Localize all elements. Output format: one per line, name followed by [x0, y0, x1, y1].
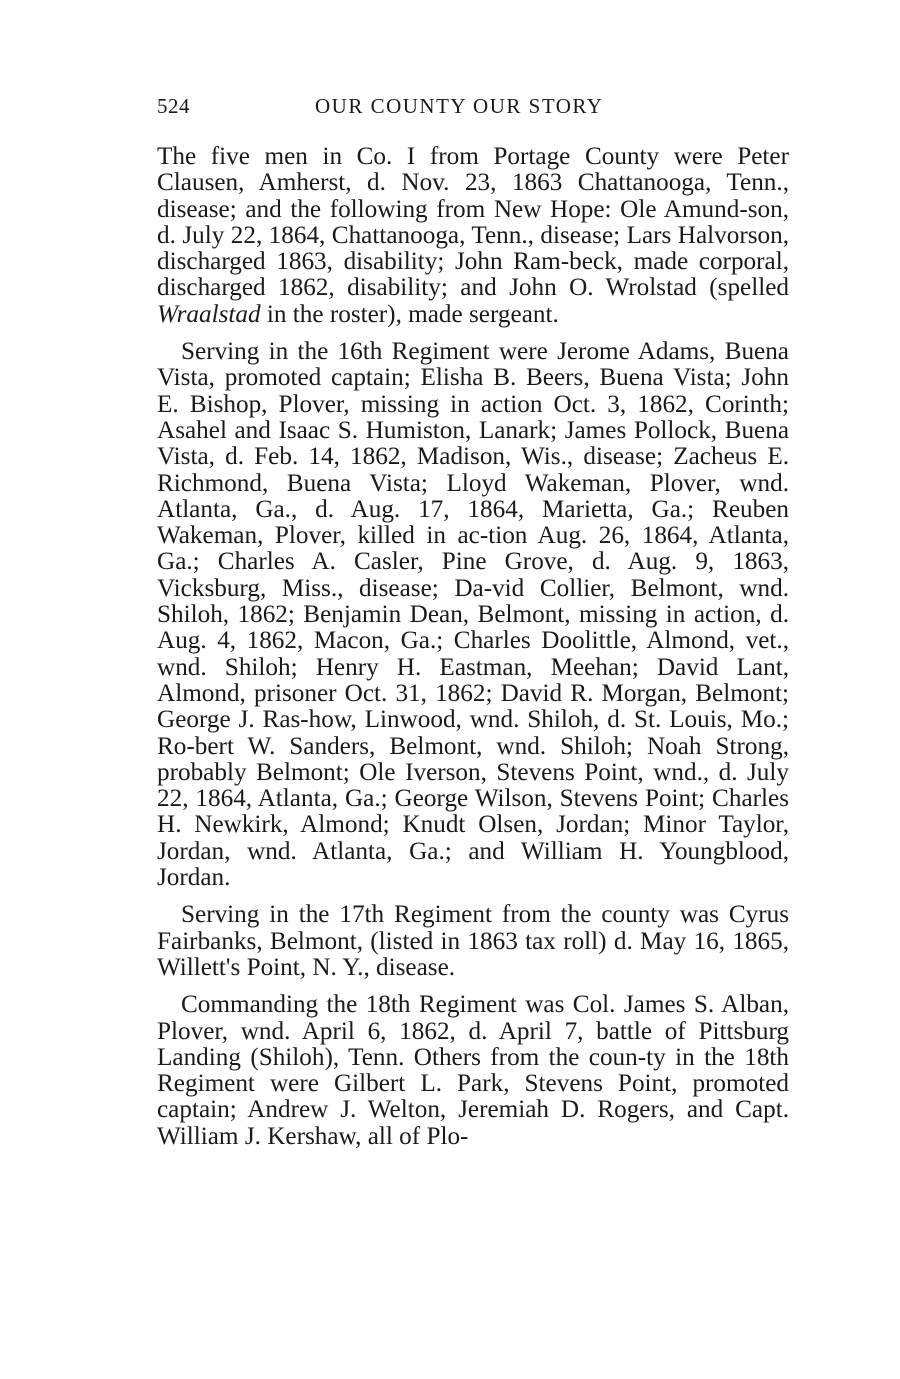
- body-text: [157, 144, 789, 1150]
- running-head: [157, 90, 789, 124]
- paragraph-17th-regiment: Serving in the 17th Regiment from the county was Cyrus Fairbanks, Belmont, (listed in 1863 tax roll) d. May 16, 1865, Willett's Point, N. Y., disease.: [157, 901, 789, 981]
- paragraph-co-i: [157, 144, 789, 328]
- page-number: 524: [157, 94, 190, 118]
- book-page: [157, 90, 789, 1161]
- paragraph-text: in the roster), made sergeant.: [260, 300, 559, 328]
- paragraph-18th-regiment: Commanding the 18th Regiment was Col. James S. Alban, Plover, wnd. April 6, 1862, d. April 7, battle of Pittsburg Landing (Shiloh), Tenn. Others from the coun-ty in the 18th Regiment were Gilbert L. Park, Stevens Point, promoted captain; Andrew J. Welton, Jeremiah D. Rogers, and Capt. William J. Kershaw, all of Plo-: [157, 991, 789, 1150]
- running-title: OUR COUNTY OUR STORY: [315, 94, 604, 118]
- italic-term: Wraalstad: [157, 300, 261, 328]
- paragraph-16th-regiment: Serving in the 16th Regiment were Jerome Adams, Buena Vista, promoted captain; Elisha B. Beers, Buena Vista; John E. Bishop, Plover, missing in action Oct. 3, 1862, Corinth; Asahel and Isaac S. Humiston, Lanark; James Pollock, Buena Vista, d. Feb. 14, 1862, Madison, Wis., disease; Zacheus E. Richmond, Buena Vista; Lloyd Wakeman, Plover, wnd. Atlanta, Ga., d. Aug. 17, 1864, Marietta, Ga.; Reuben Wakeman, Plover, killed in ac-tion Aug. 26, 1864, Atlanta, Ga.; Charles A. Casler, Pine Grove, d. Aug. 9, 1863, Vicksburg, Miss., disease; Da-vid Collier, Belmont, wnd. Shiloh, 1862; Benjamin Dean, Belmont, missing in action, d. Aug. 4, 1862, Macon, Ga.; Charles Doolittle, Almond, vet., wnd. Shiloh; Henry H. Eastman, Meehan; David Lant, Almond, prisoner Oct. 31, 1862; David R. Morgan, Belmont; George J. Ras-how, Linwood, wnd. Shiloh, d. St. Louis, Mo.; Ro-bert W. Sanders, Belmont, wnd. Shiloh; Noah Strong, probably Belmont; Ole Iverson, Stevens Point, wnd., d. July 22, 1864, Atlanta, Ga.; George Wilson, Stevens Point; Charles H. Newkirk, Almond; Knudt Olsen, Jordan; Minor Taylor, Jordan, wnd. Atlanta, Ga.; and William H. Youngblood, Jordan.: [157, 338, 789, 892]
- paragraph-text: The five men in Co. I from Portage County were Peter Clausen, Amherst, d. Nov. 23, 1863 Chattanooga, Tenn., disease; and the following from New Hope: Ole Amund-son, d. July 22, 1864, Chattanooga, Tenn., disease; Lars Halvorson, discharged 1863, disability; John Ram-beck, made corporal, discharged 1862, disability; and John O. Wrolstad (spelled: [157, 143, 789, 302]
